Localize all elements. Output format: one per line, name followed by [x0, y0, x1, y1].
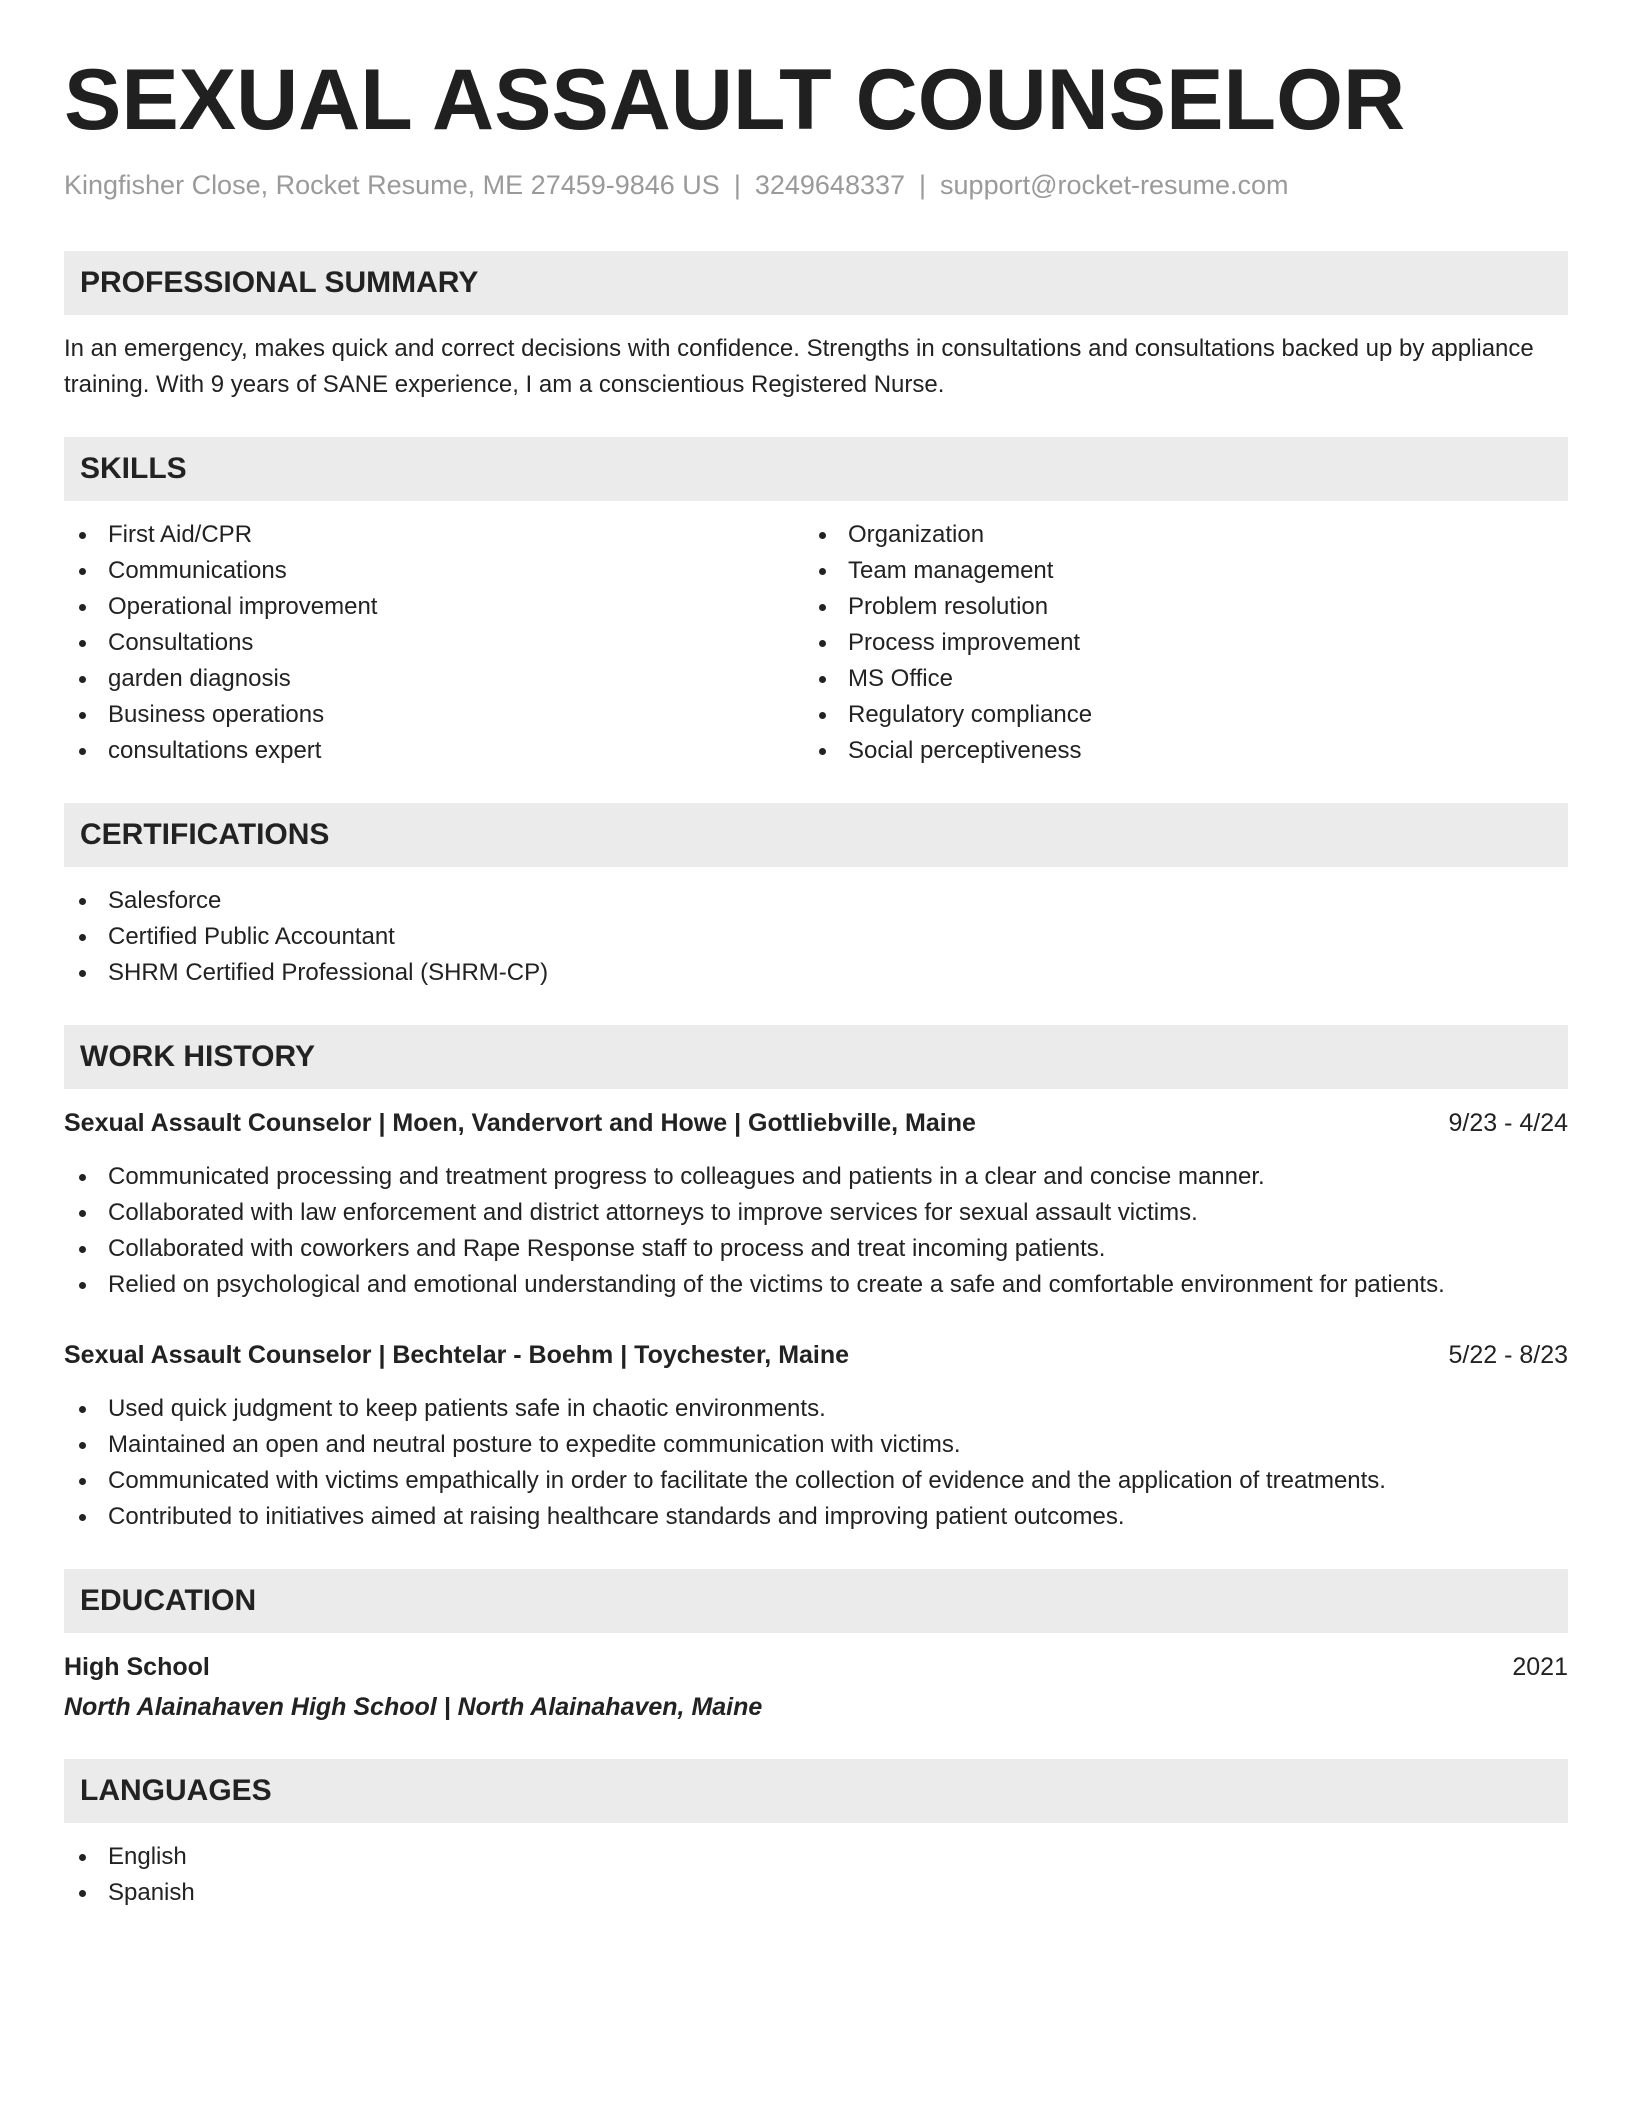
job-bullet: Used quick judgment to keep patients safe in chaotic environments. — [64, 1391, 1568, 1427]
contact-address: Kingfisher Close, Rocket Resume, ME 27459-9846 US — [64, 169, 720, 200]
skills-list-right — [804, 517, 1544, 769]
section-heading-work-history: WORK HISTORY — [64, 1025, 1568, 1089]
skill-item: Problem resolution — [804, 589, 1544, 625]
education-year: 2021 — [1512, 1653, 1568, 1682]
summary-section — [64, 251, 1568, 403]
skill-item: Process improvement — [804, 625, 1544, 661]
job-bullet: Collaborated with law enforcement and district attorneys to improve services for sexual assault victims. — [64, 1195, 1568, 1231]
job-bullets — [64, 1391, 1568, 1535]
education-entry — [64, 1649, 1568, 1725]
job-bullets — [64, 1159, 1568, 1303]
job-bullet: Communicated with victims empathically in order to facilitate the collection of evidence and the application of treatments. — [64, 1463, 1568, 1499]
work-history-section — [64, 1025, 1568, 1535]
certification-item: SHRM Certified Professional (SHRM-CP) — [64, 955, 1568, 991]
skill-item: First Aid/CPR — [64, 517, 804, 553]
section-heading-certifications: CERTIFICATIONS — [64, 803, 1568, 867]
job-entry — [64, 1105, 1568, 1303]
job-header — [64, 1105, 1568, 1141]
skill-item: garden diagnosis — [64, 661, 804, 697]
contact-line — [64, 169, 1568, 201]
skills-list-left — [64, 517, 804, 769]
certification-item: Certified Public Accountant — [64, 919, 1568, 955]
education-school: North Alainahaven High School | North Alainahaven, Maine — [64, 1693, 763, 1722]
contact-email: support@rocket-resume.com — [940, 169, 1289, 200]
certifications-section — [64, 803, 1568, 991]
job-title: Sexual Assault Counselor | Moen, Vandervort and Howe | Gottliebville, Maine — [64, 1109, 976, 1138]
job-bullet: Communicated processing and treatment progress to colleagues and patients in a clear and concise manner. — [64, 1159, 1568, 1195]
section-heading-skills: SKILLS — [64, 437, 1568, 501]
skill-item: Consultations — [64, 625, 804, 661]
job-header — [64, 1337, 1568, 1373]
summary-text: In an emergency, makes quick and correct decisions with confidence. Strengths in consultations and consultations backed up by appliance training. With 9 years of SANE experience, I am a conscientious Registered Nurse. — [64, 335, 1534, 399]
contact-separator: | — [919, 169, 927, 200]
job-bullet: Relied on psychological and emotional understanding of the victims to create a safe and comfortable environment for patients. — [64, 1267, 1568, 1303]
section-heading-languages: LANGUAGES — [64, 1759, 1568, 1823]
skill-item: Social perceptiveness — [804, 733, 1544, 769]
skill-item: Organization — [804, 517, 1544, 553]
education-section — [64, 1569, 1568, 1725]
section-heading-education: EDUCATION — [64, 1569, 1568, 1633]
contact-phone: 3249648337 — [754, 169, 906, 200]
skill-item: consultations expert — [64, 733, 804, 769]
resume-name: SEXUAL ASSAULT COUNSELOR — [64, 52, 1406, 148]
job-dates: 9/23 - 4/24 — [1448, 1109, 1568, 1138]
job-dates: 5/22 - 8/23 — [1448, 1341, 1568, 1370]
job-entry — [64, 1337, 1568, 1535]
job-title: Sexual Assault Counselor | Bechtelar - Boehm | Toychester, Maine — [64, 1341, 850, 1370]
language-item: Spanish — [64, 1875, 1568, 1911]
job-bullet: Collaborated with coworkers and Rape Response staff to process and treat incoming patients. — [64, 1231, 1568, 1267]
job-bullet: Maintained an open and neutral posture to expedite communication with victims. — [64, 1427, 1568, 1463]
section-heading-summary: PROFESSIONAL SUMMARY — [64, 251, 1568, 315]
certifications-list — [64, 883, 1568, 991]
contact-separator: | — [733, 169, 741, 200]
languages-list — [64, 1839, 1568, 1911]
skill-item: Communications — [64, 553, 804, 589]
skills-grid — [64, 517, 1568, 769]
skill-item: Team management — [804, 553, 1544, 589]
skills-section — [64, 437, 1568, 769]
skill-item: Operational improvement — [64, 589, 804, 625]
certification-item: Salesforce — [64, 883, 1568, 919]
language-item: English — [64, 1839, 1568, 1875]
skill-item: Business operations — [64, 697, 804, 733]
skill-item: Regulatory compliance — [804, 697, 1544, 733]
skill-item: MS Office — [804, 661, 1544, 697]
education-degree: High School — [64, 1653, 210, 1682]
languages-section — [64, 1759, 1568, 1911]
job-bullet: Contributed to initiatives aimed at raising healthcare standards and improving patient outcomes. — [64, 1499, 1568, 1535]
education-header — [64, 1649, 1568, 1685]
